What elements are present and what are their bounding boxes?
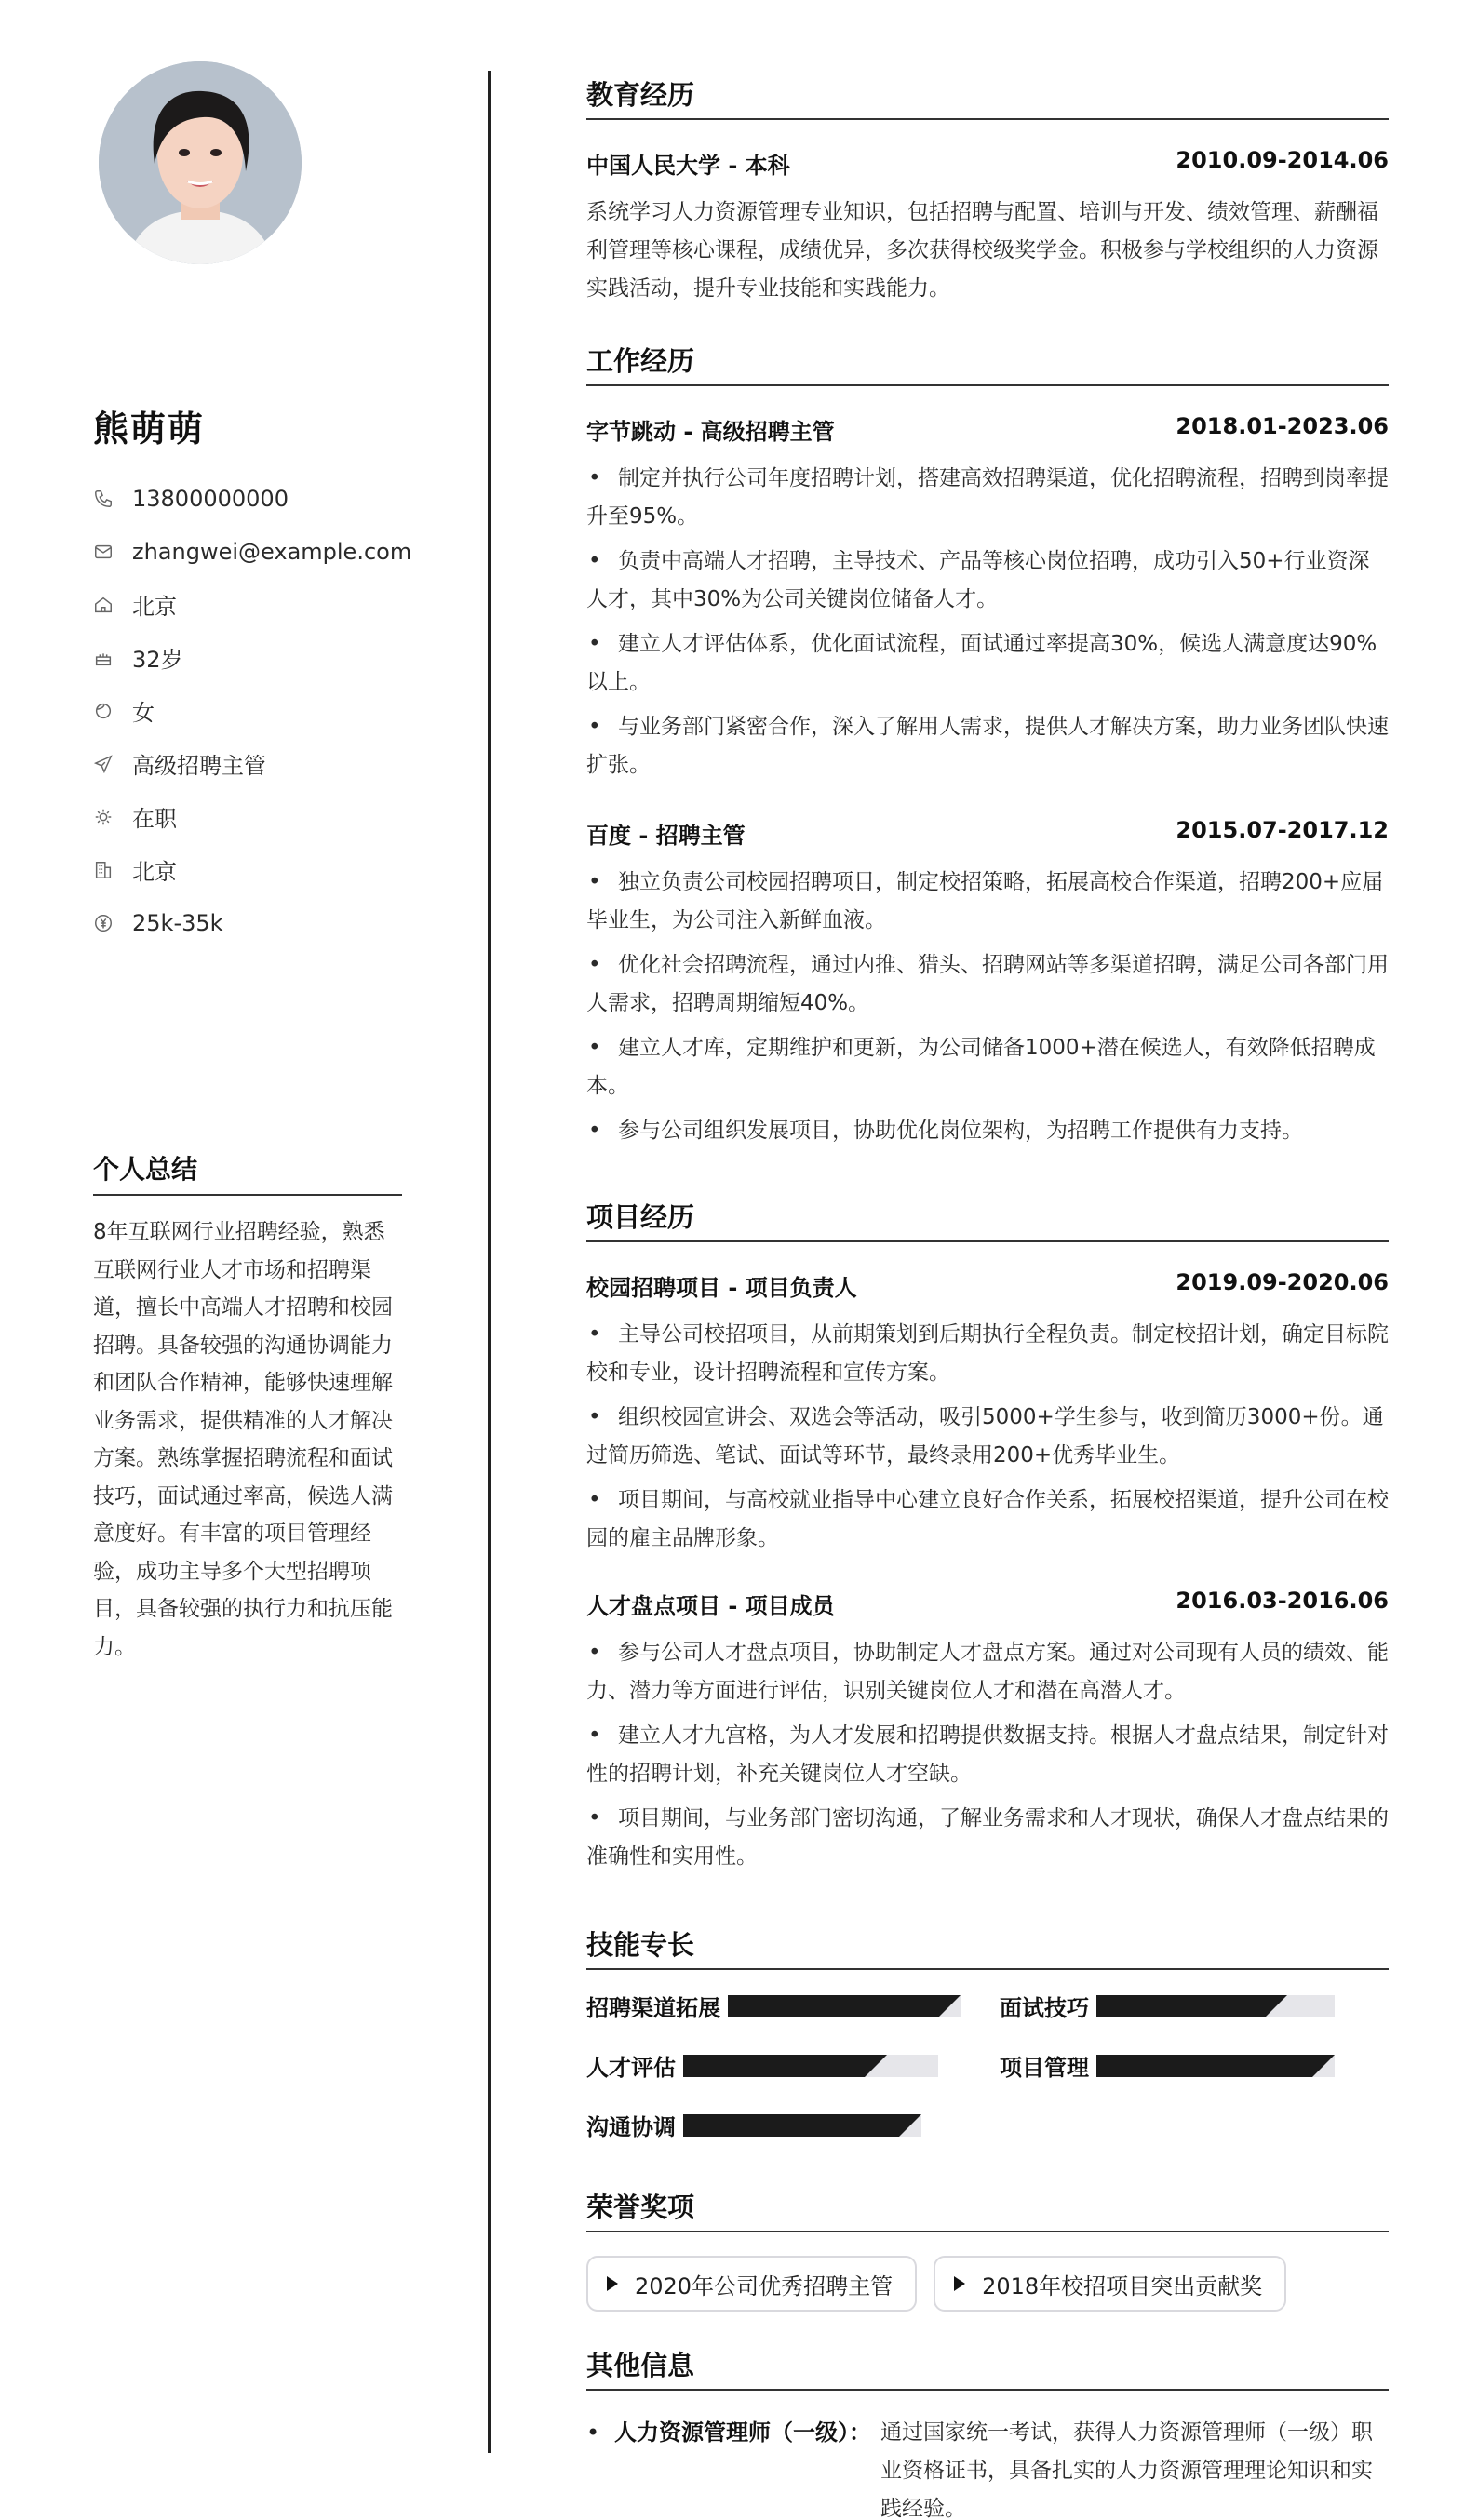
work-section-title: 工作经历	[586, 341, 1389, 386]
list-item: • 与业务部门紧密合作，深入了解用人需求，提供人才解决方案，助力业务团队快速扩张。	[586, 715, 1389, 777]
job-title: 百度 - 招聘主管	[586, 823, 746, 849]
list-item: • 项目期间，与高校就业指导中心建立良好合作关系，拓展校招渠道，提升公司在校园的雇主品牌形象。	[586, 1488, 1389, 1550]
salary-icon	[93, 913, 114, 933]
home-icon	[93, 595, 114, 615]
bullet: •	[586, 2419, 600, 2446]
summary-text: 8年互联网行业招聘经验，熟悉互联网行业人才市场和招聘渠道，擅长中高端人才招聘和校园招聘。具备较强的沟通协调能力和团队合作精神，能够快速理解业务需求，提供精准的人才解决方案。熟练掌握招聘流程和面试技巧，面试通过率高，候选人满意度好。有丰富的项目管理经验，成功主导多个大型招聘项目，具备较强的执行力和抗压能力。	[93, 1220, 393, 1659]
skill-bar-tip	[899, 2114, 921, 2137]
contact-info-list	[93, 472, 410, 949]
project-entry-header	[586, 1269, 1389, 1302]
skill-name: 项目管理	[1000, 2055, 1089, 2081]
project-date: 2019.09-2020.06	[1176, 1269, 1389, 1295]
skill-bar-tip	[865, 2055, 887, 2077]
info-status	[93, 790, 410, 843]
skill-bar	[683, 2055, 938, 2077]
age-text: 32岁	[132, 647, 183, 673]
job-bullets	[586, 864, 1389, 1157]
other-info-item	[586, 2414, 1389, 2520]
skill-bar-fill	[683, 2055, 865, 2077]
gender-icon	[93, 701, 114, 721]
skill-bar-tip	[1265, 1995, 1287, 2017]
honor-label: 2020年公司优秀招聘主管	[635, 2272, 894, 2299]
job-title: 字节跳动 - 高级招聘主管	[586, 419, 835, 445]
salary-text: 25k-35k	[132, 909, 223, 936]
skill-bar	[728, 1995, 961, 2017]
skill-item	[1000, 1990, 1335, 2022]
play-icon	[954, 2276, 965, 2291]
honors-list	[586, 2256, 1303, 2312]
list-item: • 参与公司组织发展项目，协助优化岗位架构，为招聘工作提供有力支持。	[588, 1119, 1303, 1143]
skill-bar-tip	[938, 1995, 961, 2017]
job-date: 2015.07-2017.12	[1176, 817, 1389, 843]
cake-icon	[93, 648, 114, 668]
list-item: • 组织校园宣讲会、双选会等活动，吸引5000+学生参与，收到简历3000+份。通过简历筛选、笔试、面试等环节，最终录用200+优秀毕业生。	[586, 1405, 1384, 1468]
education-description: 系统学习人力资源管理专业知识，包括招聘与配置、培训与开发、绩效管理、薪酬福利管理等核心课程，成绩优异，多次获得校级奖学金。积极参与学校组织的人力资源实践活动，提升专业技能和实践能力。	[586, 200, 1378, 301]
project-entry-header	[586, 1588, 1389, 1620]
phone-text: 13800000000	[132, 485, 289, 512]
list-item: • 参与公司人才盘点项目，协助制定人才盘点方案。通过对公司现有人员的绩效、能力、潜力等方面进行评估，识别关键岗位人才和潜在高潜人才。	[586, 1641, 1389, 1703]
skill-item	[586, 2049, 938, 2082]
list-item: • 建立人才九宫格，为人才发展和招聘提供数据支持。根据人才盘点结果，制定针对性的招聘计划，补充关键岗位人才空缺。	[586, 1723, 1389, 1786]
skill-name: 人才评估	[586, 2055, 676, 2081]
summary-title: 个人总结	[93, 1149, 402, 1196]
project-bullets	[586, 1634, 1389, 1883]
city-text: 北京	[132, 859, 177, 885]
info-age	[93, 631, 410, 684]
skill-bar	[683, 2114, 921, 2137]
list-item: • 项目期间，与业务部门密切沟通，了解业务需求和人才现状，确保人才盘点结果的准确性和实用性。	[586, 1806, 1389, 1869]
skill-name: 招聘渠道拓展	[586, 1995, 720, 2021]
phone-icon	[93, 489, 114, 509]
education-entry-header	[586, 147, 1389, 180]
other-section-title: 其他信息	[586, 2345, 1389, 2391]
info-phone	[93, 472, 410, 525]
skills-section-title: 技能专长	[586, 1924, 1389, 1970]
skill-item	[1000, 2049, 1335, 2082]
mail-icon	[93, 542, 114, 562]
info-email	[93, 525, 410, 578]
skill-item	[586, 1990, 961, 2022]
education-section-title: 教育经历	[586, 74, 1389, 120]
job-entry-header	[586, 817, 1389, 850]
projects-section-title: 项目经历	[586, 1197, 1389, 1242]
candidate-name: 熊萌萌	[93, 409, 206, 449]
gender-text: 女	[132, 700, 155, 726]
list-item: • 建立人才库，定期维护和更新，为公司储备1000+潜在候选人，有效降低招聘成本。	[586, 1036, 1376, 1098]
project-date: 2016.03-2016.06	[1176, 1588, 1389, 1614]
location-text: 北京	[132, 594, 177, 620]
honor-tag	[586, 2256, 917, 2312]
send-icon	[93, 754, 114, 774]
skill-bar	[1096, 1995, 1335, 2017]
education-school: 中国人民大学 - 本科	[586, 153, 790, 179]
list-item: • 优化社会招聘流程，通过内推、猎头、招聘网站等多渠道招聘，满足公司各部门用人需求，招聘周期缩短40%。	[586, 953, 1389, 1015]
building-icon	[93, 860, 114, 880]
play-icon	[607, 2276, 618, 2291]
skill-bar-fill	[683, 2114, 899, 2137]
job-date: 2018.01-2023.06	[1176, 413, 1389, 439]
email-text: zhangwei@example.com	[132, 538, 412, 565]
skill-bar-fill	[1096, 2055, 1312, 2077]
skill-bar-fill	[1096, 1995, 1265, 2017]
status-icon	[93, 807, 114, 827]
skill-bar	[1096, 2055, 1335, 2077]
info-salary	[93, 896, 410, 949]
education-date: 2010.09-2014.06	[1176, 147, 1389, 173]
skill-name: 沟通协调	[586, 2114, 676, 2140]
info-location	[93, 578, 410, 631]
job-bullets	[586, 460, 1389, 791]
list-item: • 建立人才评估体系，优化面试流程，面试通过率提高30%，候选人满意度达90%以上。	[586, 632, 1377, 694]
honors-section-title: 荣誉奖项	[586, 2187, 1389, 2232]
list-item: • 负责中高端人才招聘，主导技术、产品等核心岗位招聘，成功引入50+行业资深人才，其中30%为公司关键岗位储备人才。	[586, 549, 1370, 611]
honor-tag	[934, 2256, 1286, 2312]
other-info-desc: 通过国家统一考试，获得人力资源管理师（一级）职业资格证书，具备扎实的人力资源管理理论知识和实践经验。	[880, 2420, 1373, 2520]
avatar	[99, 61, 302, 264]
project-title: 校园招聘项目 - 项目负责人	[586, 1275, 857, 1301]
project-bullets	[586, 1316, 1389, 1564]
list-item: • 制定并执行公司年度招聘计划，搭建高效招聘渠道，优化招聘流程，招聘到岗率提升至95%。	[586, 466, 1389, 529]
column-divider	[488, 71, 491, 2453]
honor-label: 2018年校招项目突出贡献奖	[982, 2272, 1263, 2299]
info-position	[93, 737, 410, 790]
skill-item	[586, 2109, 921, 2141]
list-item: • 主导公司校招项目，从前期策划到后期执行全程负责。制定校招计划，确定目标院校和专业，设计招聘流程和宣传方案。	[586, 1322, 1389, 1385]
job-entry-header	[586, 413, 1389, 446]
position-text: 高级招聘主管	[132, 753, 266, 779]
status-text: 在职	[132, 806, 177, 832]
skill-bar-fill	[728, 1995, 938, 2017]
other-info-label: 人力资源管理师（一级）：	[614, 2419, 871, 2446]
skill-name: 面试技巧	[1000, 1995, 1089, 2021]
avatar-photo	[99, 61, 302, 264]
skill-bar-tip	[1312, 2055, 1335, 2077]
list-item: • 独立负责公司校园招聘项目，制定校招策略，拓展高校合作渠道，招聘200+应届毕业生，为公司注入新鲜血液。	[586, 870, 1384, 932]
info-gender	[93, 684, 410, 737]
project-title: 人才盘点项目 - 项目成员	[586, 1593, 835, 1619]
info-city	[93, 843, 410, 896]
